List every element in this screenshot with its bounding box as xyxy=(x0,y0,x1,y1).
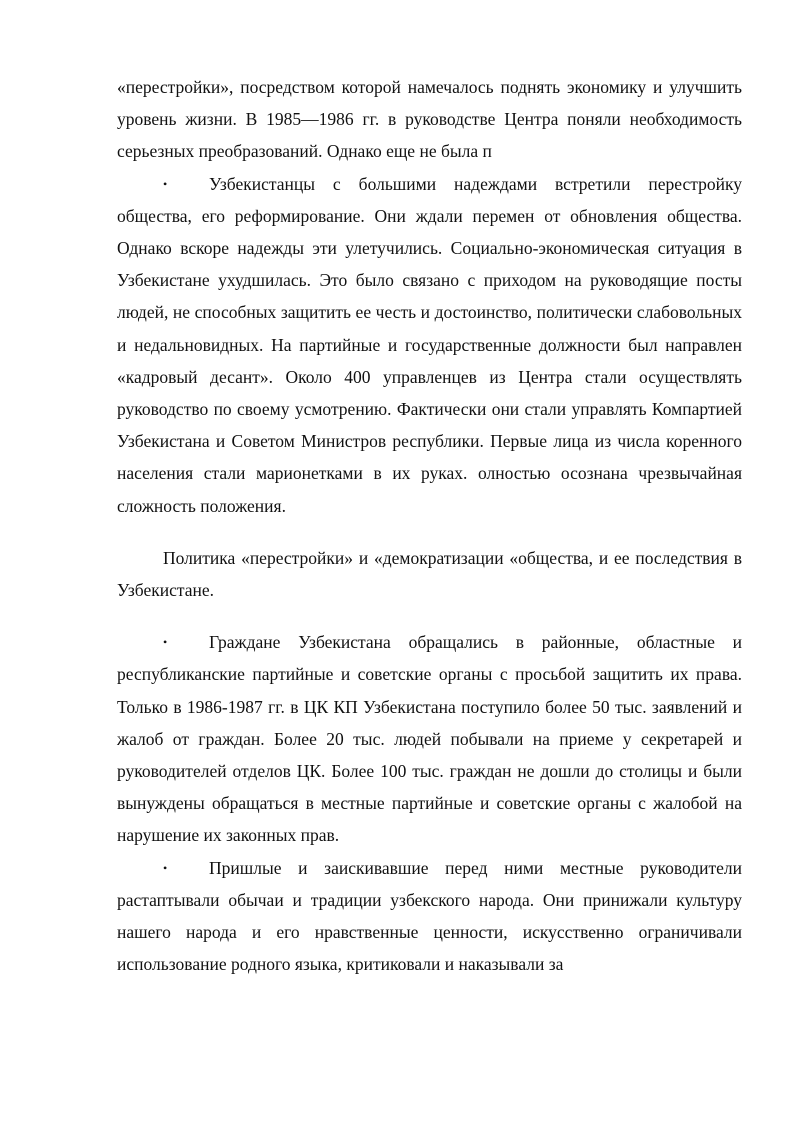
bullet-paragraph-hopes xyxy=(117,168,742,522)
bullet-icon: • xyxy=(163,176,168,191)
bullet-paragraph-traditions-text: Пришлые и заискивавшие перед ними местные руководители растаптывали обычаи и традиции узбекского народа. Они принижали культуру нашего народа и его нравственные ценности, искусственно ограничивали использование родного языка, критиковали и наказывали за xyxy=(117,857,742,975)
document-page xyxy=(117,71,742,980)
paragraph-intro: «перестройки», посредством которой намечалось поднять экономику и улучшить уровень жизни. В 1985—1986 гг. в руководстве Центра поняли необходимость серьезных преобразований. Однако еще не была п xyxy=(117,77,742,162)
bullet-icon: • xyxy=(163,635,168,650)
paragraph-spacer xyxy=(117,522,742,542)
bullet-paragraph-citizens-text: Граждане Узбекистана обращались в районные, областные и республиканские партийные и советские органы с просьбой защитить их права. Только в 1986-1987 гг. в ЦК КП Узбекистана поступило более 50 тыс. заявлений и жалоб от граждан. Более 20 тыс. людей побывали на приеме у секретарей и руководителей отделов ЦК. Более 100 тыс. граждан не дошли до столицы и были вынуждены обращаться в местные партийные и советские органы с жалобой на нарушение их законных прав. xyxy=(117,632,742,846)
paragraph-spacer xyxy=(117,606,742,626)
bullet-icon: • xyxy=(163,860,168,875)
bullet-paragraph-hopes-text: Узбекистанцы с большими надеждами встретили перестройку общества, его реформирование. Они ждали перемен от обновления общества. Однако вскоре надежды эти улетучились. Социально-экономическая ситуация в Узбекистане ухудшилась. Это было связано с приходом на руководящие посты людей, не способных защитить ее честь и достоинство, политически слабовольных и недальновидных. На партийные и государственные должности был направлен «кадровый десант». Около 400 управленцев из Центра стали осуществлять руководство по своему усмотрению. Фактически они стали управлять Компартией Узбекистана и Советом Министров республики. Первые лица из числа коренного населения стали марионетками в их руках. олностью осознана чрезвычайная сложность положения. xyxy=(117,173,742,516)
bullet-paragraph-traditions xyxy=(117,852,742,981)
bullet-paragraph-citizens xyxy=(117,626,742,851)
section-heading: Политика «перестройки» и «демократизации «общества, и ее последствия в Узбекистане. xyxy=(117,547,742,601)
